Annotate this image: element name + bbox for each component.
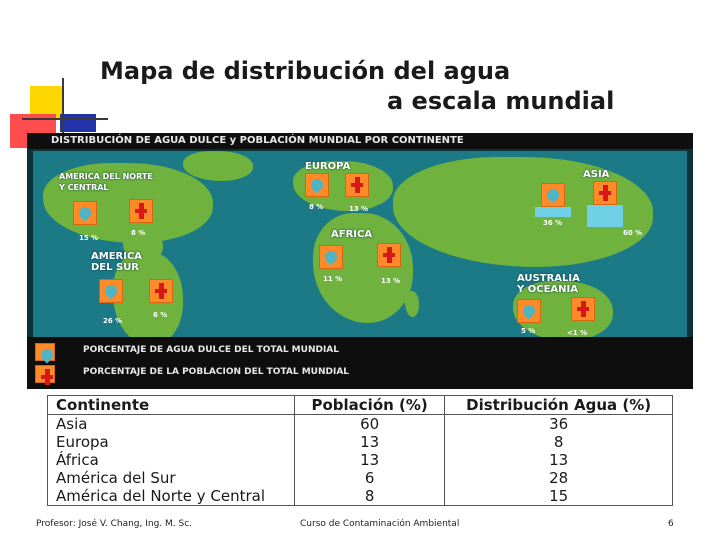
land-greenland <box>183 151 253 181</box>
footer-course: Curso de Contaminación Ambiental <box>300 519 460 529</box>
region-south-america-label <box>91 251 142 273</box>
north-america-pop-pct: 8 % <box>131 229 146 237</box>
cell-poblacion: 6 <box>295 469 445 487</box>
world-water-map <box>27 133 693 389</box>
land-madagascar <box>405 291 419 317</box>
footer-author: Profesor: José V. Chang, Ing. M. Sc. <box>36 519 193 529</box>
legend-water-text: PORCENTAJE DE AGUA DULCE DEL TOTAL MUNDIAL <box>83 345 339 355</box>
europe-pop-pct: 13 % <box>349 205 369 213</box>
slide-title <box>100 56 660 116</box>
north-america-name-1: AMERICA DEL NORTE <box>59 172 153 181</box>
table-row <box>48 433 673 451</box>
cell-agua: 13 <box>445 451 673 469</box>
africa-water-icon <box>319 245 343 269</box>
legend-water-icon <box>35 343 55 361</box>
table-row <box>48 487 673 506</box>
region-europe-label: EUROPA <box>305 161 351 172</box>
legend-row-population <box>35 363 685 385</box>
title-line-2: a escala mundial <box>387 87 615 115</box>
asia-population-bar <box>587 205 623 227</box>
cell-agua: 15 <box>445 487 673 506</box>
asia-population-icon <box>593 181 617 205</box>
africa-water-pct: 11 % <box>323 275 343 283</box>
north-america-water-icon <box>73 201 97 225</box>
north-america-population-icon <box>129 199 153 223</box>
table-row <box>48 469 673 487</box>
region-africa-label: AFRICA <box>331 229 373 240</box>
asia-water-icon <box>541 183 565 207</box>
legend-population-text: PORCENTAJE DE LA POBLACION DEL TOTAL MUNDIAL <box>83 367 350 377</box>
legend-row-water <box>35 341 685 363</box>
cell-continente: Europa <box>48 433 295 451</box>
oceania-name-1: AUSTRALIA <box>517 273 580 284</box>
cell-poblacion: 60 <box>295 415 445 434</box>
decor-blue-square <box>60 114 96 132</box>
oceania-name-2: Y OCEANIA <box>517 284 578 295</box>
header-continente: Continente <box>48 396 295 415</box>
cell-agua: 28 <box>445 469 673 487</box>
cell-agua: 36 <box>445 415 673 434</box>
south-america-water-icon <box>99 279 123 303</box>
water-distribution-table <box>47 395 673 506</box>
south-america-name-1: AMERICA <box>91 251 143 262</box>
region-north-america-label <box>59 171 153 193</box>
oceania-water-pct: 5 % <box>521 327 536 335</box>
europe-population-icon <box>345 173 369 197</box>
footer-page-number: 6 <box>668 519 674 529</box>
north-america-water-pct: 15 % <box>79 234 99 242</box>
legend-population-icon <box>35 365 55 383</box>
africa-population-icon <box>377 243 401 267</box>
header-poblacion: Población (%) <box>295 396 445 415</box>
cell-continente: América del Norte y Central <box>48 487 295 506</box>
decor-horizontal-line <box>22 118 108 120</box>
oceania-pop-pct: <1 % <box>567 329 588 337</box>
header-distribucion-agua: Distribución Agua (%) <box>445 396 673 415</box>
cell-continente: América del Sur <box>48 469 295 487</box>
table-header-row <box>48 396 673 415</box>
region-oceania-label <box>517 273 580 295</box>
cell-poblacion: 13 <box>295 433 445 451</box>
table-row <box>48 451 673 469</box>
title-line-1: Mapa de distribución del agua <box>100 57 511 85</box>
cell-poblacion: 8 <box>295 487 445 506</box>
cell-poblacion: 13 <box>295 451 445 469</box>
cell-continente: África <box>48 451 295 469</box>
asia-water-bar <box>535 207 571 217</box>
europe-water-icon <box>305 173 329 197</box>
asia-water-pct: 36 % <box>543 219 563 227</box>
asia-pop-pct: 60 % <box>623 229 643 237</box>
south-america-pop-pct: 6 % <box>153 311 168 319</box>
south-america-water-pct: 26 % <box>103 317 123 325</box>
region-asia-label: ASIA <box>583 169 610 180</box>
map-header: DISTRIBUCIÓN DE AGUA DULCE y POBLACIÓN MUNDIAL POR CONTINENTE <box>27 133 693 149</box>
europe-water-pct: 8 % <box>309 203 324 211</box>
cell-continente: Asia <box>48 415 295 434</box>
oceania-water-icon <box>517 299 541 323</box>
table-row <box>48 415 673 434</box>
cell-agua: 8 <box>445 433 673 451</box>
map-legend <box>27 337 693 389</box>
africa-pop-pct: 13 % <box>381 277 401 285</box>
north-america-name-2: Y CENTRAL <box>59 183 109 192</box>
south-america-population-icon <box>149 279 173 303</box>
south-america-name-2: DEL SUR <box>91 262 140 273</box>
oceania-population-icon <box>571 297 595 321</box>
